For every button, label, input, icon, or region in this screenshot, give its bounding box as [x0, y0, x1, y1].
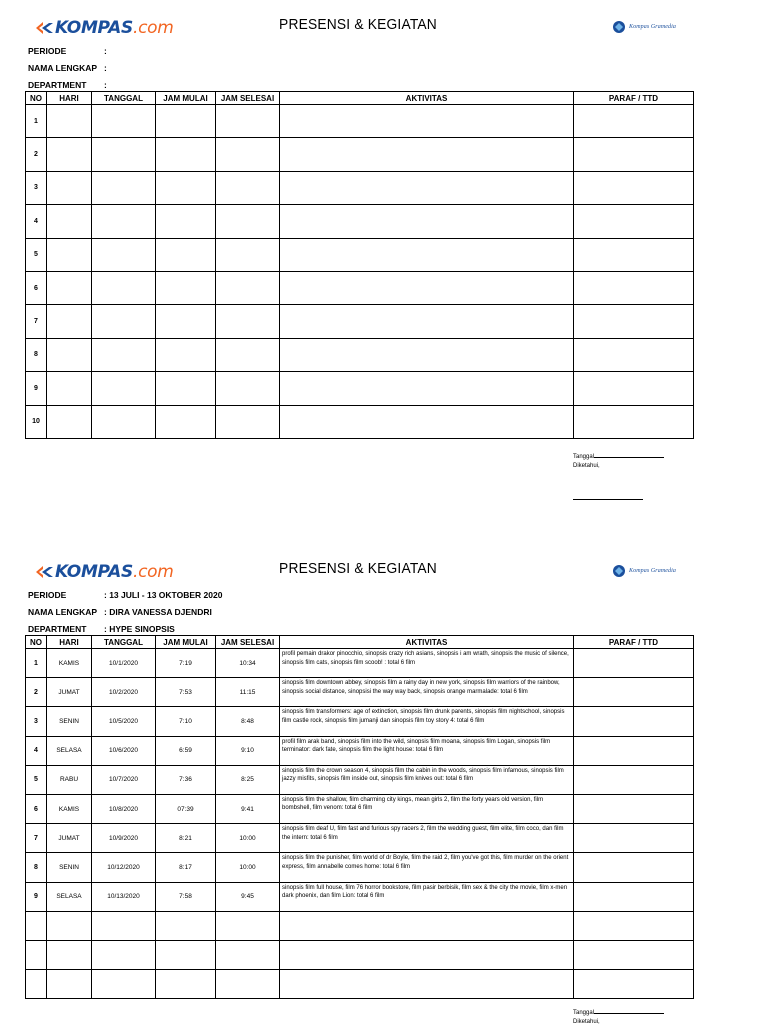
nama-value: : DIRA VANESSA DJENDRI	[104, 607, 212, 617]
aktivitas-cell	[280, 105, 574, 138]
hari-cell	[47, 105, 92, 138]
jam-selesai-cell	[216, 238, 280, 271]
table-row	[26, 305, 694, 338]
aktivitas-cell	[280, 205, 574, 238]
aktivitas-cell	[280, 138, 574, 171]
jam-selesai-cell: 10:00	[216, 853, 280, 882]
column-header: JAM MULAI	[156, 92, 216, 105]
no-cell: 2	[26, 678, 47, 707]
hari-cell	[47, 405, 92, 438]
table-row	[26, 372, 694, 405]
jam-selesai-cell	[216, 405, 280, 438]
jam-mulai-cell: 8:17	[156, 853, 216, 882]
diketahui-label: Diketahui,	[573, 463, 600, 469]
periode-label: PERIODE	[28, 590, 67, 600]
aktivitas-cell: sinopsis film the crown season 4, sinopsis film the cabin in the woods, sinopsis film infamous, sinopsis film jazzy misfits, sinopsis film inside out, sinopsis film knives out: total 6 film	[280, 765, 574, 794]
tanggal-cell: 10/7/2020	[92, 765, 156, 794]
kompas-gramedia-icon	[612, 564, 626, 578]
aktivitas-cell: profil pemain drakor pinocchio, sinopsis crazy rich asians, sinopsis i am wrath, sinopsis the music of silence, sinopsis film cats, sinopsis film scoob! : total 6 film	[280, 649, 574, 678]
paraf-cell	[574, 138, 694, 171]
hari-cell	[47, 138, 92, 171]
jam-mulai-cell	[156, 105, 216, 138]
jam-selesai-cell	[216, 105, 280, 138]
aktivitas-cell	[280, 338, 574, 371]
tanggal-cell: 10/5/2020	[92, 707, 156, 736]
tanggal-cell	[92, 171, 156, 204]
periode-field	[28, 590, 222, 600]
paraf-cell	[574, 338, 694, 371]
aktivitas-cell: sinopsis film downtown abbey, sinopsis film a rainy day in new york, sinopsis film warriors of the rainbow, sinopsis social distance, sinopsisi the way way back, sinopsis orange marmalade: total 6 film	[280, 678, 574, 707]
no-cell: 8	[26, 338, 47, 371]
table-header	[26, 636, 694, 649]
hari-cell	[47, 205, 92, 238]
table-row	[26, 824, 694, 853]
jam-mulai-cell: 7:53	[156, 678, 216, 707]
no-cell: 3	[26, 171, 47, 204]
kompas-logo	[34, 559, 173, 585]
hari-cell: JUMAT	[47, 824, 92, 853]
table-row	[26, 794, 694, 823]
jam-mulai-cell: 7:58	[156, 882, 216, 911]
table-row	[26, 649, 694, 678]
paraf-cell	[574, 171, 694, 204]
paraf-cell	[574, 911, 694, 940]
jam-mulai-cell: 07:39	[156, 794, 216, 823]
table-row	[26, 171, 694, 204]
aktivitas-cell	[280, 940, 574, 969]
hari-cell: SENIN	[47, 707, 92, 736]
column-header: HARI	[47, 92, 92, 105]
jam-selesai-cell	[216, 940, 280, 969]
no-cell: 6	[26, 794, 47, 823]
jam-selesai-cell: 10:00	[216, 824, 280, 853]
jam-mulai-cell	[156, 338, 216, 371]
paraf-cell	[574, 405, 694, 438]
tanggal-label: Tanggal	[573, 454, 595, 460]
paraf-cell	[574, 305, 694, 338]
paraf-cell	[574, 882, 694, 911]
attendance-table	[25, 91, 694, 439]
attendance-table	[25, 635, 694, 999]
jam-selesai-cell	[216, 970, 280, 999]
jam-mulai-cell: 8:21	[156, 824, 216, 853]
tanggal-label: Tanggal	[573, 1010, 595, 1016]
signature-block	[573, 452, 664, 500]
aktivitas-cell	[280, 271, 574, 304]
tanggal-cell	[92, 405, 156, 438]
no-cell: 4	[26, 736, 47, 765]
tanggal-cell: 10/13/2020	[92, 882, 156, 911]
page-title: PRESENSI & KEGIATAN	[279, 560, 437, 577]
tanggal-line	[594, 1008, 664, 1014]
hari-cell	[47, 171, 92, 204]
paraf-cell	[574, 824, 694, 853]
tanggal-cell	[92, 305, 156, 338]
no-cell: 1	[26, 105, 47, 138]
aktivitas-cell: sinopsis film the punisher, film world of dr Boyle, film the raid 2, film you've got this, film murder on the orient express, film annabelle comes home: total 6 film	[280, 853, 574, 882]
jam-mulai-cell: 7:36	[156, 765, 216, 794]
hari-cell: SELASA	[47, 736, 92, 765]
column-header: PARAF / TTD	[574, 636, 694, 649]
hari-cell: SELASA	[47, 882, 92, 911]
table-row	[26, 707, 694, 736]
no-cell: 3	[26, 707, 47, 736]
table-row	[26, 271, 694, 304]
no-cell: 10	[26, 405, 47, 438]
table-row	[26, 911, 694, 940]
jam-mulai-cell	[156, 405, 216, 438]
jam-mulai-cell: 7:10	[156, 707, 216, 736]
paraf-cell	[574, 105, 694, 138]
no-cell: 8	[26, 853, 47, 882]
no-cell: 5	[26, 765, 47, 794]
column-header: TANGGAL	[92, 92, 156, 105]
jam-mulai-cell	[156, 970, 216, 999]
hari-cell: RABU	[47, 765, 92, 794]
column-header: TANGGAL	[92, 636, 156, 649]
table-row	[26, 138, 694, 171]
jam-selesai-cell: 8:25	[216, 765, 280, 794]
no-cell: 4	[26, 205, 47, 238]
aktivitas-cell: sinopsis film deaf U, film fast and furious spy racers 2, film the wedding guest, film elite, film coco, dan film the intern: total 6 film	[280, 824, 574, 853]
table-row	[26, 765, 694, 794]
tanggal-cell	[92, 238, 156, 271]
paraf-cell	[574, 853, 694, 882]
no-cell: 9	[26, 372, 47, 405]
department-label: DEPARTMENT	[28, 624, 87, 634]
kompas-logo	[34, 15, 173, 41]
tanggal-cell: 10/12/2020	[92, 853, 156, 882]
aktivitas-cell	[280, 305, 574, 338]
tanggal-cell: 10/2/2020	[92, 678, 156, 707]
aktivitas-cell	[280, 970, 574, 999]
page-title: PRESENSI & KEGIATAN	[279, 16, 437, 33]
paraf-cell	[574, 736, 694, 765]
jam-selesai-cell: 9:45	[216, 882, 280, 911]
jam-mulai-cell	[156, 372, 216, 405]
no-cell: 6	[26, 271, 47, 304]
department-field	[28, 624, 175, 634]
hari-cell: JUMAT	[47, 678, 92, 707]
paraf-cell	[574, 707, 694, 736]
column-header: JAM SELESAI	[216, 636, 280, 649]
column-header: JAM MULAI	[156, 636, 216, 649]
column-header: JAM SELESAI	[216, 92, 280, 105]
periode-value: : 13 JULI - 13 OKTOBER 2020	[104, 590, 223, 600]
paraf-cell	[574, 678, 694, 707]
no-cell: 2	[26, 138, 47, 171]
aktivitas-cell	[280, 171, 574, 204]
paraf-cell	[574, 372, 694, 405]
tanggal-cell: 10/8/2020	[92, 794, 156, 823]
no-cell: 5	[26, 238, 47, 271]
jam-mulai-cell	[156, 940, 216, 969]
jam-selesai-cell	[216, 205, 280, 238]
paraf-cell	[574, 649, 694, 678]
table-row	[26, 940, 694, 969]
hari-cell	[47, 372, 92, 405]
aktivitas-cell	[280, 911, 574, 940]
column-header: NO	[26, 636, 47, 649]
paraf-cell	[574, 940, 694, 969]
hari-cell	[47, 338, 92, 371]
aktivitas-cell	[280, 238, 574, 271]
tanggal-cell: 10/6/2020	[92, 736, 156, 765]
department-field: DEPARTMENT :	[28, 80, 107, 90]
jam-mulai-cell	[156, 138, 216, 171]
kompas-logo-icon	[34, 563, 54, 581]
tanggal-cell	[92, 138, 156, 171]
kompas-logo-text: KOMPAS.com	[55, 562, 174, 582]
department-label: DEPARTMENT	[28, 80, 87, 90]
jam-mulai-cell	[156, 205, 216, 238]
table-row	[26, 853, 694, 882]
aktivitas-cell: profil film arak band, sinopsis film into the wild, sinopsis film moana, sinopsis film Logan, sinopsis film terminator: dark fate, sinopsis film the light house: total 6 film	[280, 736, 574, 765]
aktivitas-cell	[280, 372, 574, 405]
tanggal-line	[594, 452, 664, 458]
no-cell: 1	[26, 649, 47, 678]
jam-mulai-cell: 6:59	[156, 736, 216, 765]
jam-selesai-cell	[216, 305, 280, 338]
jam-mulai-cell	[156, 271, 216, 304]
column-header: AKTIVITAS	[280, 636, 574, 649]
no-cell	[26, 911, 47, 940]
no-cell: 7	[26, 305, 47, 338]
jam-selesai-cell: 9:41	[216, 794, 280, 823]
nama-label: NAMA LENGKAP	[28, 63, 98, 73]
tanggal-cell: 10/9/2020	[92, 824, 156, 853]
jam-mulai-cell	[156, 171, 216, 204]
column-header: HARI	[47, 636, 92, 649]
hari-cell: SENIN	[47, 853, 92, 882]
tanggal-cell	[92, 940, 156, 969]
paraf-cell	[574, 765, 694, 794]
aktivitas-cell: sinopsis film the shallow, film charming city kings, mean girls 2, film the forty years old version, film bombshell, film venom: total 6 film	[280, 794, 574, 823]
kompas-gramedia-text: Kompas Gramedia	[629, 568, 677, 574]
table-row	[26, 205, 694, 238]
nama-field: NAMA LENGKAP :	[28, 63, 107, 73]
paraf-cell	[574, 271, 694, 304]
table-row	[26, 238, 694, 271]
kompas-logo-icon	[34, 19, 54, 37]
kompas-gramedia-logo	[612, 20, 676, 34]
nama-field	[28, 607, 212, 617]
jam-selesai-cell	[216, 171, 280, 204]
kompas-gramedia-icon	[612, 20, 626, 34]
periode-field: PERIODE :	[28, 46, 107, 56]
hari-cell	[47, 305, 92, 338]
jam-selesai-cell	[216, 138, 280, 171]
jam-selesai-cell: 11:15	[216, 678, 280, 707]
hari-cell	[47, 970, 92, 999]
hari-cell	[47, 911, 92, 940]
jam-selesai-cell: 10:34	[216, 649, 280, 678]
paraf-cell	[574, 238, 694, 271]
kompas-gramedia-logo	[612, 564, 676, 578]
table-row	[26, 970, 694, 999]
hari-cell	[47, 940, 92, 969]
table-row	[26, 882, 694, 911]
signature-line	[573, 499, 643, 500]
tanggal-cell	[92, 372, 156, 405]
paraf-cell	[574, 205, 694, 238]
column-header: NO	[26, 92, 47, 105]
tanggal-cell	[92, 911, 156, 940]
jam-selesai-cell	[216, 911, 280, 940]
diketahui-label: Diketahui,	[573, 1019, 600, 1024]
tanggal-cell	[92, 970, 156, 999]
hari-cell: KAMIS	[47, 794, 92, 823]
tanggal-cell: 10/1/2020	[92, 649, 156, 678]
jam-selesai-cell: 8:48	[216, 707, 280, 736]
jam-selesai-cell	[216, 338, 280, 371]
table-row	[26, 105, 694, 138]
jam-mulai-cell	[156, 305, 216, 338]
nama-label: NAMA LENGKAP	[28, 607, 98, 617]
table-row	[26, 405, 694, 438]
paraf-cell	[574, 794, 694, 823]
paraf-cell	[574, 970, 694, 999]
signature-block	[573, 1008, 664, 1024]
aktivitas-cell: sinopsis film full house, film 76 horror bookstore, film pasir berbisik, film sex & the city the movie, film x-men dark phoenix, dan film Lion: total 6 film	[280, 882, 574, 911]
department-value: : HYPE SINOPSIS	[104, 624, 175, 634]
no-cell	[26, 940, 47, 969]
no-cell: 7	[26, 824, 47, 853]
kompas-logo-text: KOMPAS.com	[55, 18, 174, 38]
jam-mulai-cell: 7:19	[156, 649, 216, 678]
jam-mulai-cell	[156, 911, 216, 940]
aktivitas-cell	[280, 405, 574, 438]
kompas-gramedia-text: Kompas Gramedia	[629, 24, 677, 30]
no-cell: 9	[26, 882, 47, 911]
tanggal-cell	[92, 105, 156, 138]
hari-cell: KAMIS	[47, 649, 92, 678]
column-header: PARAF / TTD	[574, 92, 694, 105]
jam-selesai-cell: 9:10	[216, 736, 280, 765]
column-header: AKTIVITAS	[280, 92, 574, 105]
tanggal-cell	[92, 205, 156, 238]
jam-selesai-cell	[216, 271, 280, 304]
hari-cell	[47, 271, 92, 304]
tanggal-cell	[92, 338, 156, 371]
table-row	[26, 678, 694, 707]
tanggal-cell	[92, 271, 156, 304]
table-header	[26, 92, 694, 105]
periode-label: PERIODE	[28, 46, 67, 56]
no-cell	[26, 970, 47, 999]
jam-mulai-cell	[156, 238, 216, 271]
jam-selesai-cell	[216, 372, 280, 405]
table-row	[26, 338, 694, 371]
table-row	[26, 736, 694, 765]
aktivitas-cell: sinopsis film transformers: age of extinction, sinopsis film drunk parents, sinopsis film nightschool, sinopsis film castle rock, sinopsis film jumanji dan sinopsis film toy story 4: total 6 film	[280, 707, 574, 736]
hari-cell	[47, 238, 92, 271]
